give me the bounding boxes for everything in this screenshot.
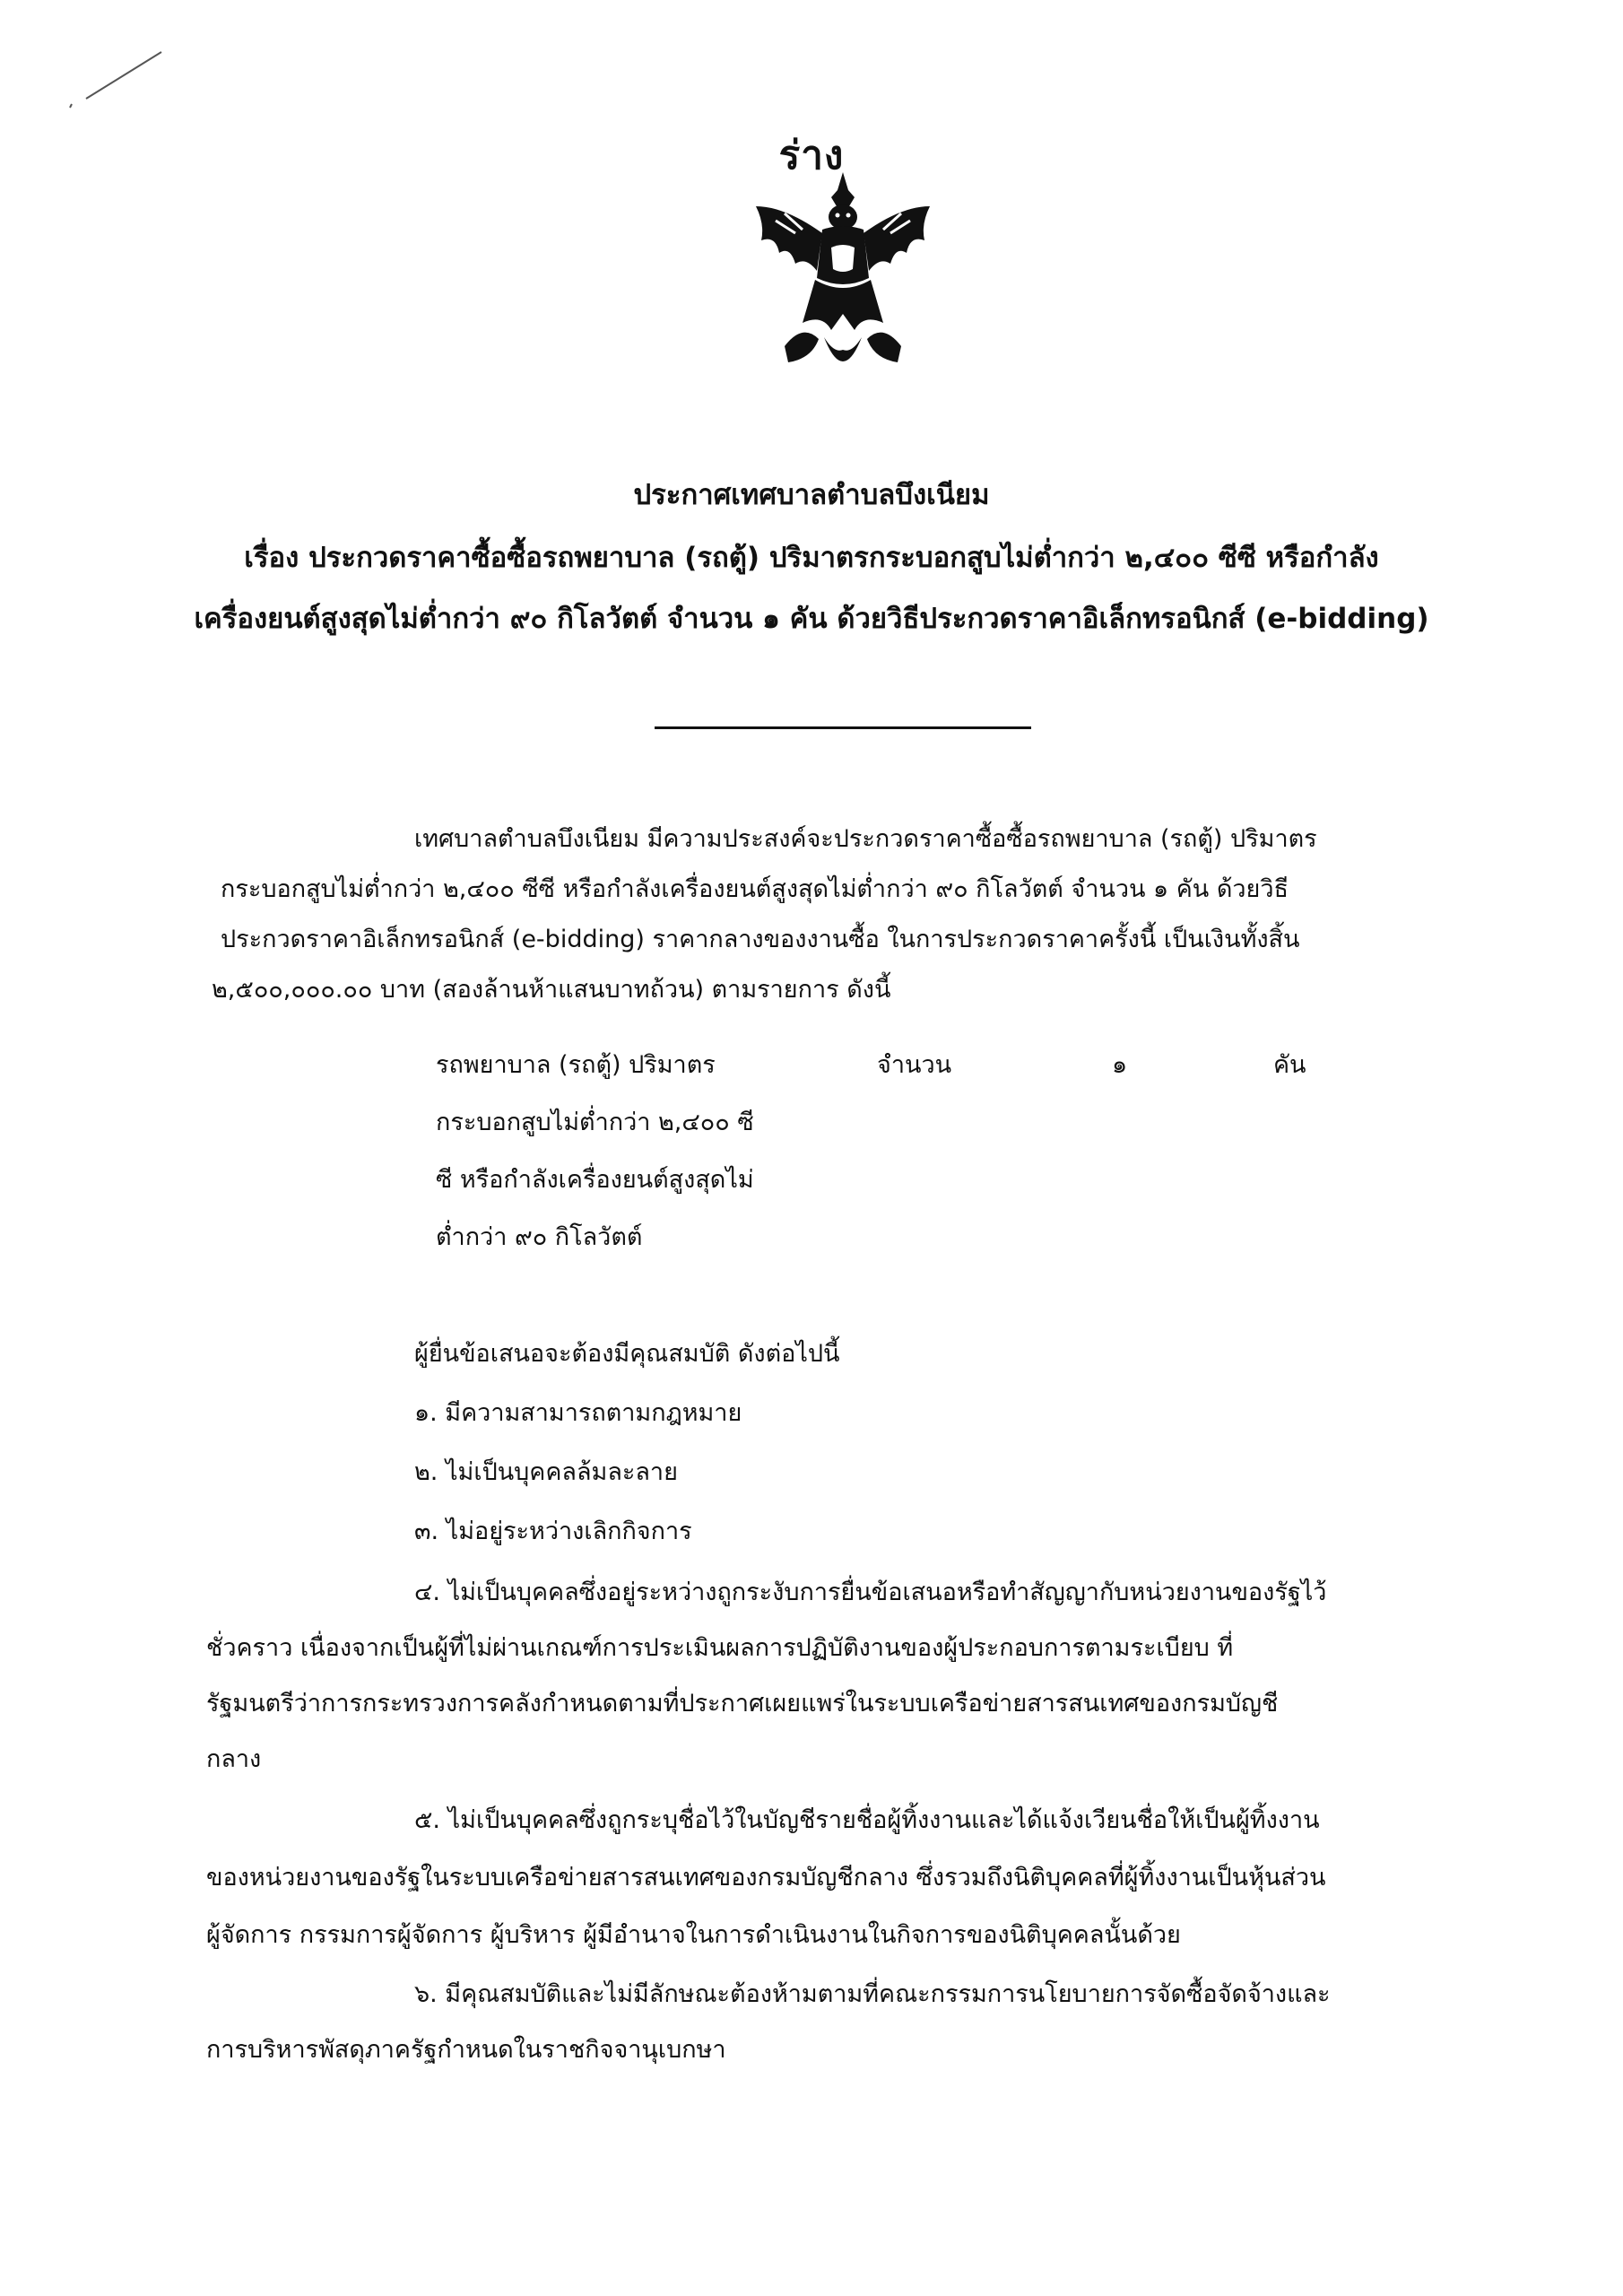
item-unit: คัน — [1273, 1051, 1306, 1079]
item-desc-line-3: ซี หรือกำลังเครื่องยนต์สูงสุดไม่ — [436, 1166, 754, 1194]
qualification-2: ๒. ไม่เป็นบุคคลล้มละลาย — [414, 1458, 678, 1486]
qualification-4-line-3: รัฐมนตรีว่าการกระทรวงการคลังกำหนดตามที่ประกาศเผยแพร่ในระบบเครือข่ายสารสนเทศของกรมบัญชี — [206, 1690, 1279, 1718]
item-qty-label: จำนวน — [877, 1051, 952, 1079]
qualification-4-line-1: ๔. ไม่เป็นบุคคลซึ่งอยู่ระหว่างถูกระงับการยื่นข้อเสนอหรือทำสัญญากับหน่วยงานของรัฐไว้ — [414, 1578, 1327, 1606]
announcement-title: ประกาศเทศบาลตำบลบึงเนียม — [633, 479, 990, 511]
qualification-4-line-4: กลาง — [206, 1745, 262, 1773]
qualifications-heading: ผู้ยื่นข้อเสนอจะต้องมีคุณสมบัติ ดังต่อไปนี้ — [414, 1340, 840, 1368]
announcement-subject-line-1: เรื่อง ประกวดราคาซื้อซื้อรถพยาบาล (รถตู้) ปริมาตรกระบอกสูบไม่ต่ำกว่า ๒,๔๐๐ ซีซี หรือกำลัง — [244, 542, 1379, 574]
item-desc-line-1: รถพยาบาล (รถตู้) ปริมาตร — [436, 1051, 716, 1079]
announcement-subject-line-2: เครื่องยนต์สูงสุดไม่ต่ำกว่า ๙๐ กิโลวัตต์ จำนวน ๑ คัน ด้วยวิธีประกวดราคาอิเล็กทรอนิกส์ (e-bidding) — [194, 603, 1429, 635]
qualification-1: ๑. มีความสามารถตามกฎหมาย — [414, 1399, 742, 1427]
qualification-3: ๓. ไม่อยู่ระหว่างเลิกกิจการ — [414, 1518, 692, 1545]
draft-stamp: ร่าง — [778, 133, 845, 178]
qualification-5-line-3: ผู้จัดการ กรรมการผู้จัดการ ผู้บริหาร ผู้มีอำนาจในการดำเนินงานในกิจการของนิติบุคคลนั้นด้วย — [206, 1921, 1181, 1949]
title-divider — [655, 726, 1031, 729]
garuda-emblem-icon — [749, 170, 937, 386]
intro-line-4: ๒,๕๐๐,๐๐๐.๐๐ บาท (สองล้านห้าแสนบาทถ้วน) ตามรายการ ดังนี้ — [212, 976, 891, 1004]
qualification-6-line-1: ๖. มีคุณสมบัติและไม่มีลักษณะต้องห้ามตามที่คณะกรรมการนโยบายการจัดซื้อจัดจ้างและ — [414, 1980, 1331, 2008]
item-desc-line-2: กระบอกสูบไม่ต่ำกว่า ๒,๔๐๐ ซี — [436, 1109, 754, 1136]
intro-line-3: ประกวดราคาอิเล็กทรอนิกส์ (e-bidding) ราคากลางของงานซื้อ ในการประกวดราคาครั้งนี้ เป็นเงินทั้งสิ้น — [221, 926, 1300, 953]
item-qty: ๑ — [1112, 1051, 1128, 1079]
item-desc-line-4: ต่ำกว่า ๙๐ กิโลวัตต์ — [436, 1223, 643, 1251]
qualification-6-line-2: การบริหารพัสดุภาครัฐกำหนดในราชกิจจานุเบกษา — [206, 2036, 726, 2064]
qualification-4-line-2: ชั่วคราว เนื่องจากเป็นผู้ที่ไม่ผ่านเกณฑ์การประเมินผลการปฏิบัติงานของผู้ประกอบการตามระเบียบ ที่ — [206, 1634, 1234, 1662]
intro-line-2: กระบอกสูบไม่ต่ำกว่า ๒,๔๐๐ ซีซี หรือกำลังเครื่องยนต์สูงสุดไม่ต่ำกว่า ๙๐ กิโลวัตต์ จำนวน ๑ คัน ด้วยวิธี — [221, 875, 1289, 903]
intro-line-1: เทศบาลตำบลบึงเนียม มีความประสงค์จะประกวดราคาซื้อซื้อรถพยาบาล (รถตู้) ปริมาตร — [414, 825, 1317, 853]
pen-mark — [63, 45, 170, 117]
qualification-5-line-1: ๕. ไม่เป็นบุคคลซึ่งถูกระบุชื่อไว้ในบัญชีรายชื่อผู้ทิ้งงานและได้แจ้งเวียนชื่อให้เป็นผู้ทิ้งงาน — [414, 1806, 1320, 1834]
qualification-5-line-2: ของหน่วยงานของรัฐในระบบเครือข่ายสารสนเทศของกรมบัญชีกลาง ซึ่งรวมถึงนิติบุคคลที่ผู้ทิ้งงานเป็นหุ้นส่วน — [206, 1864, 1326, 1892]
